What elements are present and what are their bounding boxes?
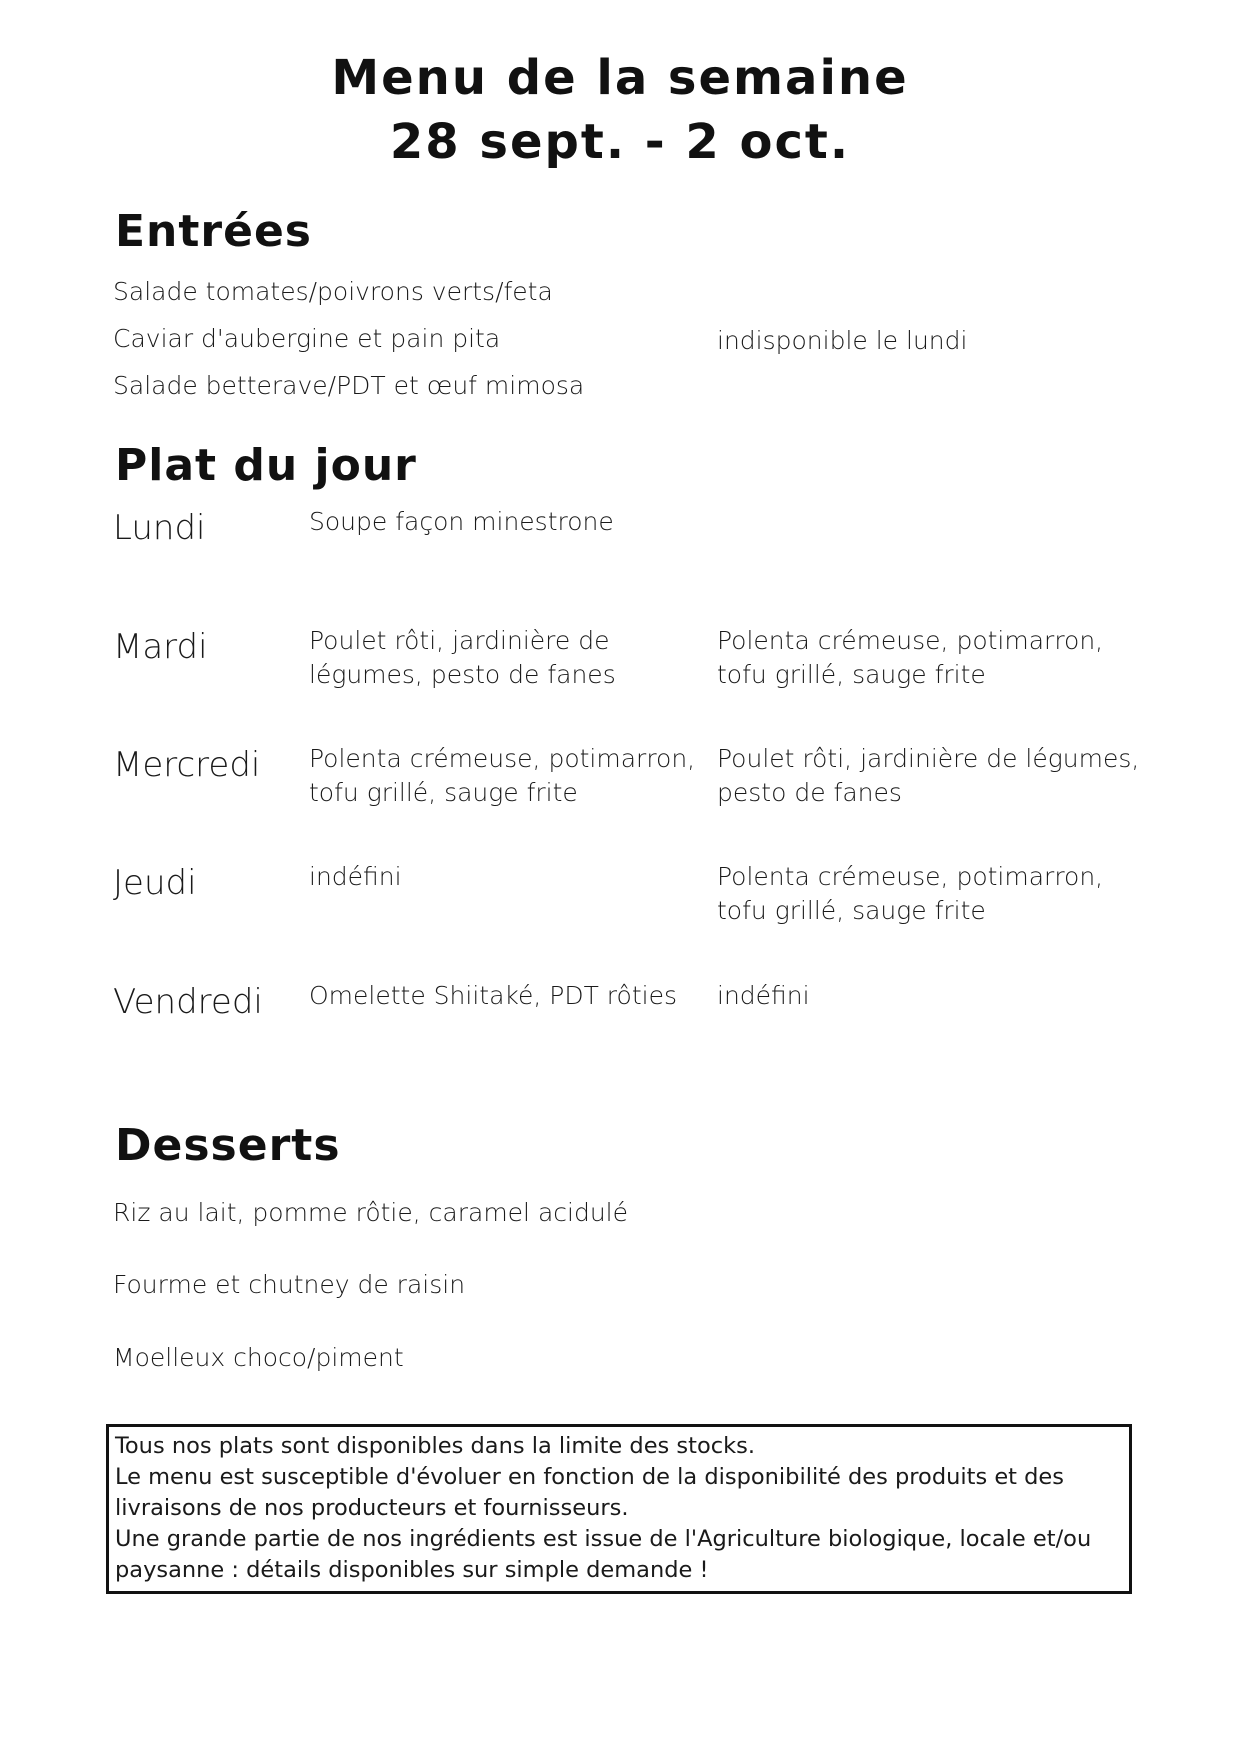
dish-option-2: indéfini xyxy=(717,981,810,1010)
page-title-dates: 28 sept. - 2 oct. xyxy=(389,114,851,170)
entree-item: Salade tomates/poivrons verts/feta xyxy=(113,277,553,306)
dessert-item: Fourme et chutney de raisin xyxy=(113,1270,466,1299)
dish-option-1: Polenta crémeuse, potimarron, tofu grillé, sauge frite xyxy=(309,744,696,807)
dessert-item: Moelleux choco/piment xyxy=(113,1343,404,1372)
dish-option-2: Polenta crémeuse, potimarron, tofu grillé, sauge frite xyxy=(717,862,1104,925)
dish-option-2: Poulet rôti, jardinière de légumes, pesto de fanes xyxy=(717,744,1140,807)
dish-option-1: Omelette Shiitaké, PDT rôties xyxy=(309,981,677,1010)
day-label-vendredi: Vendredi xyxy=(113,982,263,1022)
notice-line: Tous nos plats sont disponibles dans la limite des stocks. xyxy=(115,1433,755,1459)
dish-option-1: Soupe façon minestrone xyxy=(309,507,614,536)
dessert-item: Riz au lait, pomme rôtie, caramel acidulé xyxy=(113,1198,628,1227)
day-label-jeudi: Jeudi xyxy=(113,863,197,903)
dish-option-1: Poulet rôti, jardinière de légumes, pesto de fanes xyxy=(309,626,616,689)
entree-item: Caviar d'aubergine et pain pita xyxy=(113,324,501,353)
notice-line: paysanne : détails disponibles sur simple demande ! xyxy=(115,1557,709,1583)
notice-line: Une grande partie de nos ingrédients est issue de l'Agriculture biologique, locale et/ou xyxy=(115,1526,1092,1552)
plat-du-jour-heading: Plat du jour xyxy=(115,440,417,491)
desserts-heading: Desserts xyxy=(115,1120,341,1171)
page-title-line1: Menu de la semaine xyxy=(331,50,909,106)
entree-item: Salade betterave/PDT et œuf mimosa xyxy=(113,371,585,400)
day-label-mercredi: Mercredi xyxy=(113,745,261,785)
dish-option-1: indéfini xyxy=(309,862,402,891)
dish-option-2: Polenta crémeuse, potimarron, tofu grillé, sauge frite xyxy=(717,626,1104,689)
entrees-heading: Entrées xyxy=(115,206,312,257)
notice-line: Le menu est susceptible d'évoluer en fonction de la disponibilité des produits et des xyxy=(115,1464,1064,1490)
day-label-mardi: Mardi xyxy=(113,627,208,667)
day-label-lundi: Lundi xyxy=(113,508,206,548)
entree-note: indisponible le lundi xyxy=(717,326,968,355)
notice-box xyxy=(106,1424,1132,1594)
notice-line: livraisons de nos producteurs et fournisseurs. xyxy=(115,1495,629,1521)
